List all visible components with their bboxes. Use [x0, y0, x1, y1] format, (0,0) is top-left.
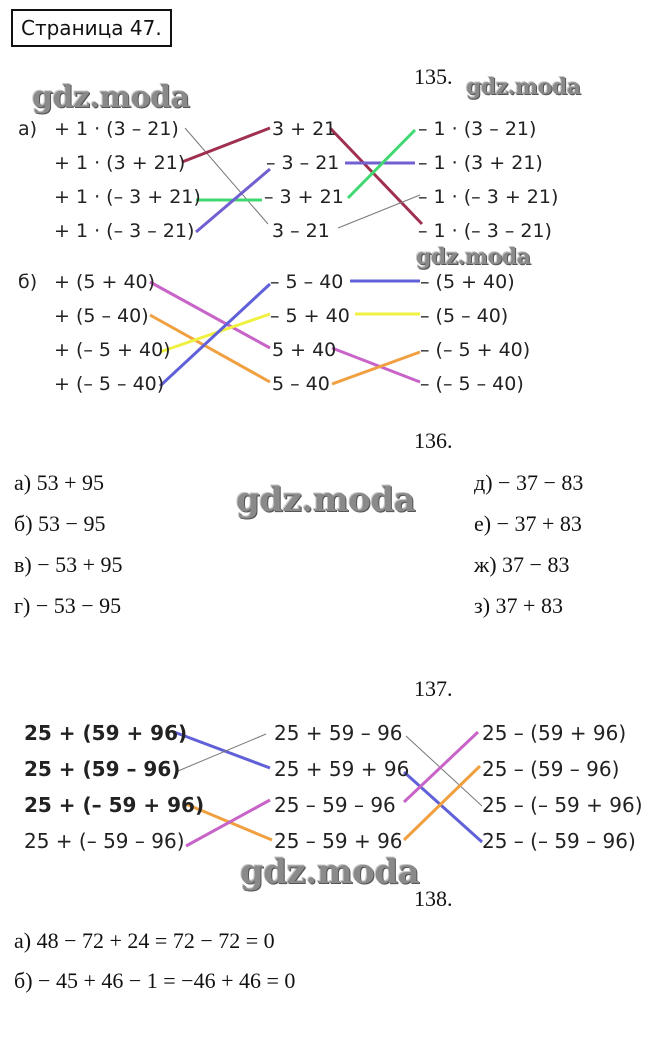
answer-item: г) − 53 − 95 — [14, 593, 122, 618]
expression: – 1 · (3 – 21) — [418, 118, 537, 140]
answer-item: з) 37 + 83 — [474, 593, 563, 618]
expression: + 1 · (3 + 21) — [54, 152, 186, 174]
match-line — [330, 128, 422, 224]
match-line — [160, 284, 270, 386]
expression: – 1 · (3 + 21) — [418, 152, 543, 174]
expression: – 3 – 21 — [266, 152, 340, 174]
expression: – (– 5 + 40) — [420, 339, 531, 361]
answer-item: а) 48 − 72 + 24 = 72 − 72 = 0 — [14, 928, 275, 953]
watermark: gdz.moda — [466, 74, 581, 100]
part-label: а) — [18, 118, 38, 140]
expression: 25 + (59 – 96) — [24, 757, 181, 781]
page-title: Страница 47. — [11, 9, 172, 47]
expression: 25 – (59 + 96) — [482, 721, 627, 745]
match-line — [332, 352, 420, 384]
answer-item: а) 53 + 95 — [14, 470, 105, 495]
expression: 5 + 40 — [272, 339, 337, 361]
problem-number: 135. — [414, 64, 453, 89]
expression: – 3 + 21 — [264, 186, 344, 208]
watermark: gdz.moda — [32, 80, 190, 115]
expression: + (– 5 – 40) — [54, 373, 165, 395]
expression: 25 – 59 – 96 — [274, 793, 396, 817]
expression: 25 + (– 59 – 96) — [24, 829, 185, 853]
answer-item: д) − 37 − 83 — [474, 470, 584, 495]
expression: 25 – (– 59 + 96) — [482, 793, 643, 817]
expression: 25 – 59 + 96 — [274, 829, 403, 853]
answer-item: е) − 37 + 83 — [474, 511, 582, 536]
expression: 5 – 40 — [272, 373, 330, 395]
match-line — [338, 195, 420, 228]
expression: + (– 5 + 40) — [54, 339, 171, 361]
expression: 3 – 21 — [272, 220, 330, 242]
expression: 25 + 59 + 96 — [274, 757, 410, 781]
answer-item: б) − 45 + 46 − 1 = −46 + 46 = 0 — [14, 968, 296, 993]
expression: – (5 + 40) — [420, 271, 515, 293]
expression: 25 + (59 + 96) — [24, 721, 188, 745]
problem-number: 138. — [414, 886, 453, 911]
problem-number: 136. — [414, 428, 453, 453]
expression: – (5 – 40) — [420, 305, 509, 327]
match-line — [174, 732, 270, 768]
watermark: gdz.moda — [236, 480, 416, 520]
expression: – 5 – 40 — [270, 271, 344, 293]
match-line — [185, 128, 268, 224]
match-line — [404, 772, 482, 842]
match-line — [332, 348, 420, 382]
part-label: б) — [18, 271, 38, 293]
expression: 25 – (– 59 – 96) — [482, 829, 636, 853]
watermark: gdz.moda — [416, 244, 531, 270]
expression: – (– 5 – 40) — [420, 373, 524, 395]
expression: – 1 · (– 3 + 21) — [418, 186, 559, 208]
match-line — [182, 128, 270, 162]
expression: 25 + 59 – 96 — [274, 721, 403, 745]
match-line — [406, 736, 482, 806]
expression: 3 + 21 — [272, 118, 337, 140]
answer-item: б) 53 − 95 — [14, 511, 106, 536]
expression: + 1 · (3 – 21) — [54, 118, 179, 140]
expression: 25 + (– 59 + 96) — [24, 793, 205, 817]
watermark: gdz.moda — [240, 852, 420, 892]
expression: – 5 + 40 — [270, 305, 350, 327]
expression: + (5 + 40) — [54, 271, 156, 293]
expression: + (5 – 40) — [54, 305, 149, 327]
problem-number: 137. — [414, 676, 453, 701]
answer-item: в) − 53 + 95 — [14, 552, 123, 577]
expression: 25 – (59 – 96) — [482, 757, 620, 781]
answer-item: ж) 37 − 83 — [474, 552, 570, 577]
expression: – 1 · (– 3 – 21) — [418, 220, 552, 242]
expression: + 1 · (– 3 + 21) — [54, 186, 201, 208]
expression: + 1 · (– 3 – 21) — [54, 220, 195, 242]
